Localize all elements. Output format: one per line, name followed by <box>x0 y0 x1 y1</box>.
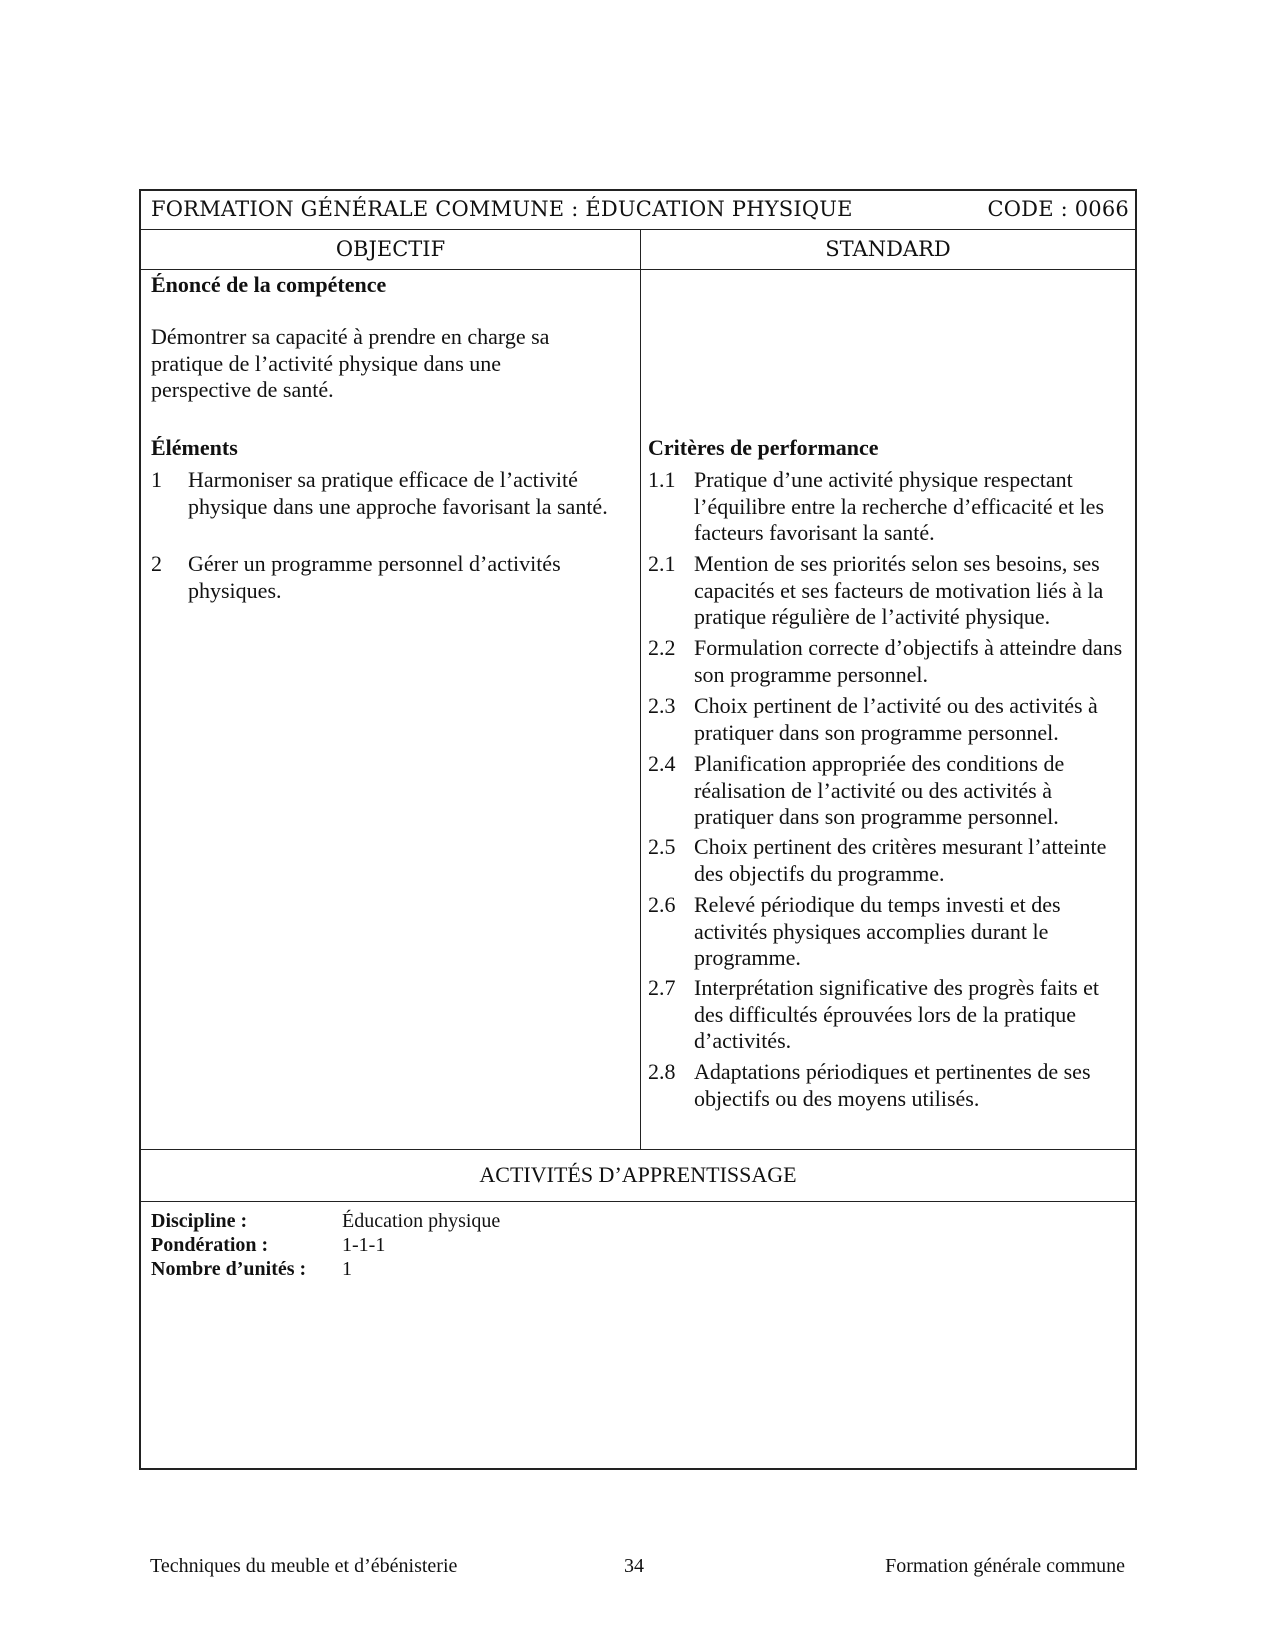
critere-number: 2.8 <box>648 1059 676 1084</box>
critere-item <box>648 693 1133 746</box>
competence-heading: Énoncé de la compétence <box>151 272 387 297</box>
activites-heading: ACTIVITÉS D’APPRENTISSAGE <box>141 1149 1135 1202</box>
ponderation-label: Pondération : <box>151 1234 269 1256</box>
discipline-value: Éducation physique <box>342 1210 501 1232</box>
critere-number: 2.5 <box>648 834 676 859</box>
competence-statement: Démontrer sa capacité à prendre en charge sa pratique de l’activité physique dans une perspective de santé. <box>151 324 550 402</box>
course-code: CODE : 0066 <box>987 197 1129 221</box>
critere-text: Interprétation significative des progrès faits et des difficultés éprouvées lors de la pratique d’activités. <box>694 975 1100 1053</box>
elements-heading: Éléments <box>151 435 238 460</box>
table-body <box>141 269 1135 1150</box>
element-item <box>151 551 621 604</box>
critere-item <box>648 551 1133 631</box>
critere-number: 2.6 <box>648 892 676 917</box>
critere-number: 1.1 <box>648 467 676 492</box>
ponderation-row <box>151 1233 500 1257</box>
footer-program: Techniques du meuble et d’ébénisterie <box>150 1555 458 1577</box>
critere-text: Choix pertinent de l’activité ou des activités à pratiquer dans son programme personnel. <box>694 693 1098 745</box>
critere-item <box>648 751 1133 831</box>
critere-number: 2.4 <box>648 751 676 776</box>
page-number: 34 <box>624 1555 644 1577</box>
critere-number: 2.2 <box>648 635 676 660</box>
footer-section: Formation générale commune <box>885 1555 1125 1577</box>
standard-header: STANDARD <box>825 237 951 261</box>
title-row <box>141 191 1135 230</box>
critere-number: 2.7 <box>648 975 676 1000</box>
element-item <box>151 467 621 520</box>
unites-label: Nombre d’unités : <box>151 1258 307 1280</box>
critere-text: Mention de ses priorités selon ses besoins, ses capacités et ses facteurs de motivation liés à la pratique régulière de l’activité physique. <box>694 551 1104 629</box>
column-headers <box>141 229 1135 270</box>
ponderation-value: 1-1-1 <box>342 1234 386 1256</box>
critere-text: Relevé périodique du temps investi et des activités physiques accomplies durant le programme. <box>694 892 1061 970</box>
element-number: 2 <box>151 551 162 576</box>
course-info <box>151 1209 500 1281</box>
competency-table <box>139 189 1137 1470</box>
unites-value: 1 <box>342 1258 352 1280</box>
element-text: Gérer un programme personnel d’activités physiques. <box>188 551 561 603</box>
critere-number: 2.3 <box>648 693 676 718</box>
critere-item <box>648 1059 1133 1112</box>
objectif-header: OBJECTIF <box>141 229 641 269</box>
critere-text: Formulation correcte d’objectifs à atteindre dans son programme personnel. <box>694 635 1123 687</box>
unites-row <box>151 1257 500 1281</box>
critere-item <box>648 635 1133 688</box>
critere-number: 2.1 <box>648 551 676 576</box>
critere-item <box>648 975 1133 1055</box>
discipline-row <box>151 1209 500 1233</box>
critere-item <box>648 467 1133 547</box>
element-number: 1 <box>151 467 162 492</box>
element-text: Harmoniser sa pratique efficace de l’activité physique dans une approche favorisant la santé. <box>188 467 608 519</box>
table-title: FORMATION GÉNÉRALE COMMUNE : ÉDUCATION PHYSIQUE <box>151 197 853 221</box>
critere-text: Pratique d’une activité physique respectant l’équilibre entre la recherche d’efficacité et les facteurs favorisant la santé. <box>694 467 1105 545</box>
critere-item <box>648 892 1133 972</box>
critere-text: Planification appropriée des conditions de réalisation de l’activité ou des activités à pratiquer dans son programme personnel. <box>694 751 1065 829</box>
column-divider <box>640 269 641 1149</box>
critere-text: Adaptations périodiques et pertinentes de ses objectifs ou des moyens utilisés. <box>694 1059 1091 1111</box>
criteres-heading: Critères de performance <box>648 435 879 460</box>
discipline-label: Discipline : <box>151 1210 248 1232</box>
critere-item <box>648 834 1133 887</box>
critere-text: Choix pertinent des critères mesurant l’atteinte des objectifs du programme. <box>694 834 1107 886</box>
